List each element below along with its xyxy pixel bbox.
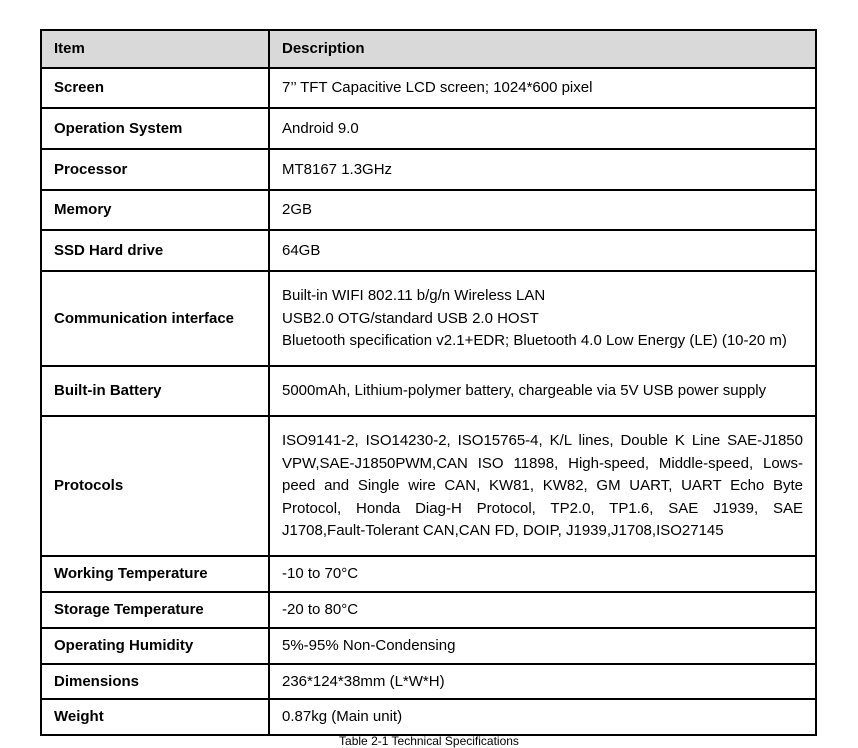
spec-item-label: Protocols [41, 416, 269, 556]
description-line: Built-in WIFI 802.11 b/g/n Wireless LAN [282, 287, 546, 305]
description-line: 2GB [282, 201, 313, 219]
spec-item-description [269, 628, 816, 664]
spec-item-description [269, 416, 816, 556]
description-line: MT8167 1.3GHz [282, 160, 393, 178]
description-line: 64GB [282, 241, 321, 259]
table-row [41, 664, 816, 699]
table-row [41, 190, 816, 230]
description-line: Bluetooth specification v2.1+EDR; Bluetooth 4.0 Low Energy (LE) (10-20 m) [282, 332, 787, 350]
spec-item-label: Screen [41, 68, 269, 108]
table-row [41, 271, 816, 366]
spec-item-description [269, 108, 816, 149]
header-description: Description [269, 30, 816, 68]
spec-item-description [269, 149, 816, 190]
spec-item-label: Processor [41, 149, 269, 190]
table-caption: Table 2-1 Technical Specifications [339, 734, 519, 748]
header-item: Item [41, 30, 269, 68]
description-line: USB2.0 OTG/standard USB 2.0 HOST [282, 309, 539, 327]
table-row [41, 366, 816, 416]
table-row [41, 699, 816, 735]
spec-item-label: Operating Humidity [41, 628, 269, 664]
table-row [41, 68, 816, 108]
spec-item-label: Built-in Battery [41, 366, 269, 416]
spec-item-label: Communication interface [41, 271, 269, 366]
spec-item-description [269, 592, 816, 628]
table-row [41, 230, 816, 271]
table-header-row [41, 30, 816, 68]
spec-item-label: Working Temperature [41, 556, 269, 592]
description-line: ISO9141-2, ISO14230-2, ISO15765-4, K/L lines, Double K Line SAE-J1850 VPW,SAE-J1850PWM,CAN ISO 11898, High-speed, Middle-speed, Lows-peed and Single wire CAN, KW81, KW82, GM UART, UART Echo Byte Protocol, Honda Diag-H Protocol, TP2.0, TP1.6, SAE J1939, SAE J1708,Fault-Tolerant CAN,CAN FD, DOIP, J1939,J1708,ISO27145 [282, 432, 803, 540]
spec-item-label: Operation System [41, 108, 269, 149]
spec-item-description [269, 366, 816, 416]
description-line: 7’’ TFT Capacitive LCD screen; 1024*600 pixel [282, 79, 593, 97]
table-row [41, 149, 816, 190]
spec-item-label: SSD Hard drive [41, 230, 269, 271]
table-body [41, 68, 816, 735]
table-row [41, 108, 816, 149]
description-line: -10 to 70°C [282, 565, 359, 583]
spec-item-label: Storage Temperature [41, 592, 269, 628]
spec-item-label: Dimensions [41, 664, 269, 699]
spec-item-description [269, 664, 816, 699]
description-line: 0.87kg (Main unit) [282, 708, 403, 726]
spec-item-description [269, 68, 816, 108]
table-row [41, 416, 816, 556]
spec-item-description [269, 556, 816, 592]
description-line: -20 to 80°C [282, 601, 359, 619]
spec-item-description [269, 271, 816, 366]
description-line: 236*124*38mm (L*W*H) [282, 672, 445, 690]
description-line: Android 9.0 [282, 119, 359, 137]
spec-item-label: Memory [41, 190, 269, 230]
specifications-table [40, 29, 817, 736]
description-line: 5000mAh, Lithium-polymer battery, chargeable via 5V USB power supply [282, 382, 767, 400]
table-row [41, 628, 816, 664]
description-line: 5%-95% Non-Condensing [282, 637, 456, 655]
spec-item-description [269, 230, 816, 271]
table-row [41, 592, 816, 628]
spec-item-label: Weight [41, 699, 269, 735]
table-row [41, 556, 816, 592]
spec-item-description [269, 699, 816, 735]
spec-item-description [269, 190, 816, 230]
